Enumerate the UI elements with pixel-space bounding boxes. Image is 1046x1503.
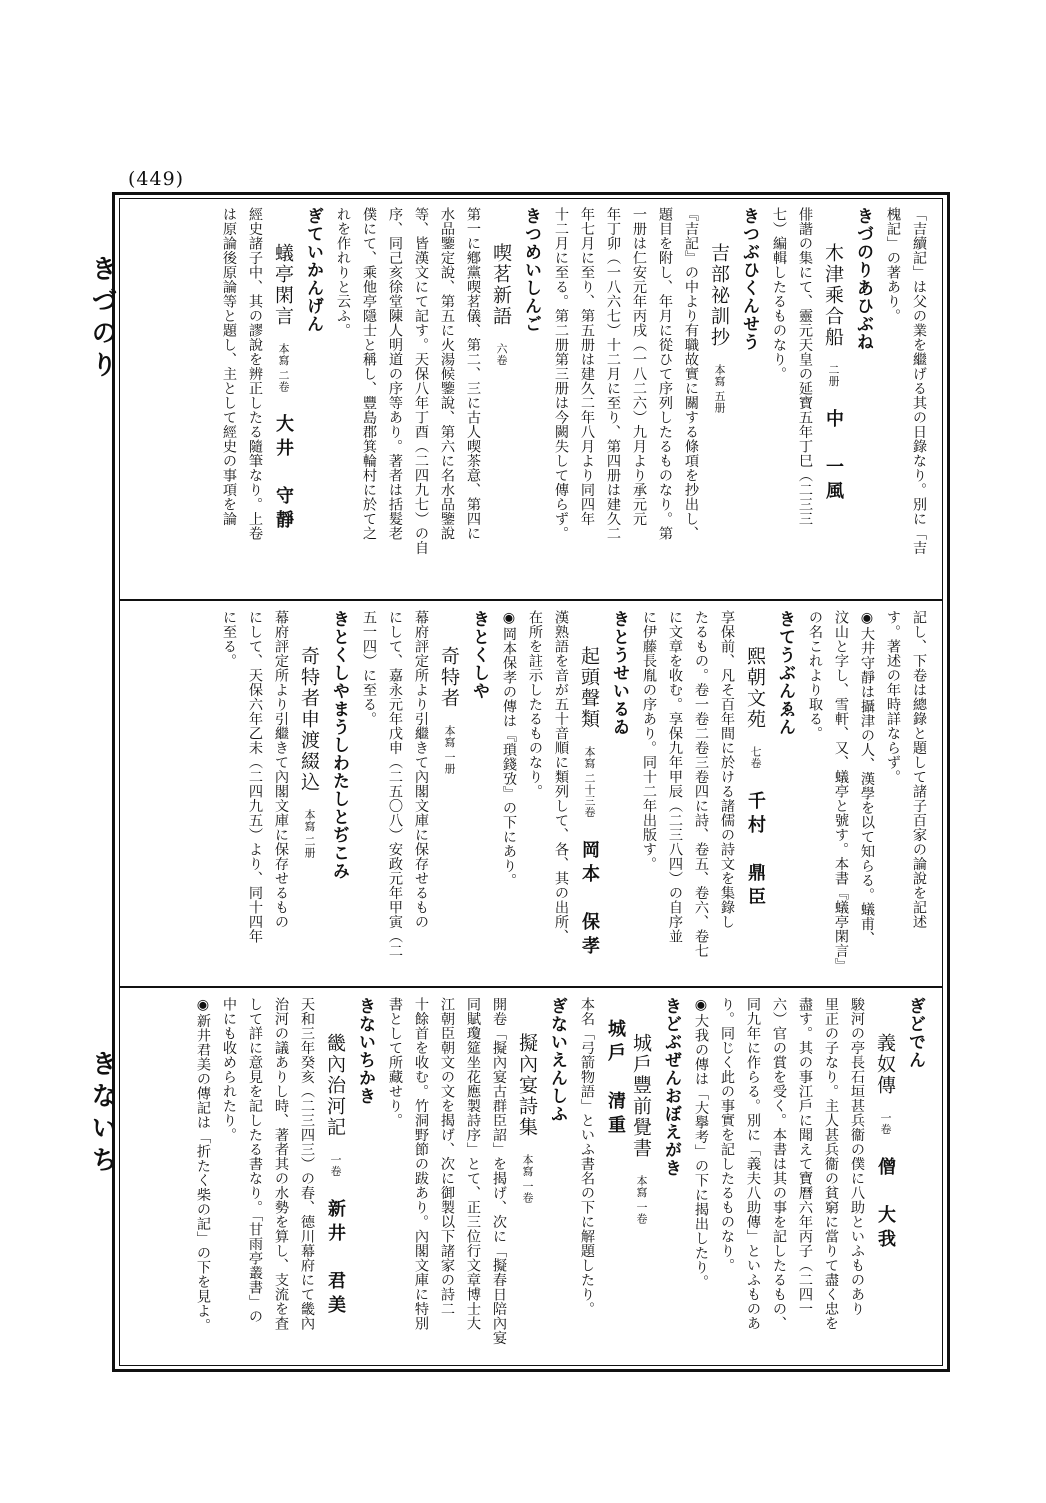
entry-body-line: 開卷「擬內宴古群臣詔」を揭げ、次に「擬春日陪內宴 bbox=[491, 997, 507, 1345]
entry-author: 千村 鼎臣 bbox=[745, 790, 766, 911]
entry-body-line: 題目を附し、年月に從ひて序列したるものなり。第 bbox=[657, 207, 673, 541]
entry-body-line: 中にも收められたり。 bbox=[221, 997, 237, 1142]
entry-title: 木津乘合船 bbox=[822, 243, 844, 348]
entry-reading-heading: きとくしやまうしわたしとぢこみ bbox=[329, 610, 349, 880]
entry-reading-heading: きづのりあひぶね bbox=[853, 207, 873, 351]
entry-body-line: 『吉記』の中より有職故實に關する條項を抄出し、 bbox=[683, 207, 699, 541]
entry-body-line: 序、同己亥徐堂陳人明道の序等あり。著者は括髮老 bbox=[387, 207, 403, 541]
entry-body-line: 漢熟語を音が五十音順に類列して、各、其の出所、 bbox=[553, 610, 569, 944]
entry-body-line: 俳諧の集にて、靈元天皇の延寶五年丁巳（二三三 bbox=[797, 207, 813, 526]
entry-volume: 本寫 一卷 bbox=[635, 1175, 648, 1224]
entry-body-line: ◉新井君美の傳記は「折たく柴の記」の下を見よ。 bbox=[195, 997, 211, 1333]
running-head-bottom: きないち bbox=[87, 1050, 117, 1178]
entry-title-line bbox=[488, 207, 514, 585]
entry-volume: 一卷 bbox=[329, 1154, 342, 1177]
entry-body-line: 經史諸子中、其の謬說を辨正したる隨筆なり。上卷 bbox=[247, 207, 263, 541]
entry-reading-heading: きつぶひくんせう bbox=[739, 207, 759, 351]
entry-body-line: 記し、下卷は總錄と題して諸子百家の論說を記述 bbox=[911, 610, 927, 929]
entry-reading-heading: きとうせいるゐ bbox=[609, 610, 629, 736]
entry-reading-heading: ぎていかんげん bbox=[303, 207, 323, 333]
entry-body-line: ◉岡本保孝の傳は『瑣錢攷』の下にあり。 bbox=[501, 610, 517, 888]
entry-reading-heading: ぎないえんしふ bbox=[547, 997, 567, 1123]
entry-author: 中 一風 bbox=[823, 408, 844, 505]
entry-volume: 一卷 bbox=[879, 1112, 892, 1135]
entry-title-line bbox=[270, 207, 296, 585]
entry-body-line: 治河の議ありし時、著者其の水勢を算し、支流を査 bbox=[273, 997, 289, 1331]
tier-upper bbox=[124, 203, 940, 595]
entry-body-line: 「吉續記」は父の業を繼げる其の日錄なり。別に「吉 bbox=[911, 207, 927, 555]
entry-body-line: 槐記」の著あり。 bbox=[885, 207, 901, 323]
entry-body-line: 同賦瓊筵坐花應製詩序」とて、正三位行文章博士大 bbox=[465, 997, 481, 1331]
entry-author: 大井 守靜 bbox=[273, 414, 294, 534]
tier-divider-2 bbox=[119, 986, 943, 988]
entry-title: 熙朝文苑 bbox=[744, 646, 766, 730]
entry-body-line: 汶山と字し、雪軒、又、蟻亭と號す。本書『蟻亭閑言』 bbox=[833, 610, 849, 973]
entry-body-line: して詳に意見を記したる書なり。「甘雨亭叢書」の bbox=[247, 997, 263, 1324]
tier-middle bbox=[124, 606, 940, 982]
entry-volume: 本寫 二卷 bbox=[277, 343, 290, 392]
entry-body-line: 第一に鄕黨喫茗儀、第二、三に古人喫茶意、第四に bbox=[465, 207, 481, 541]
tier-text bbox=[190, 997, 932, 1357]
entry-body-line: は原論後原論等と題し、主として經史の事項を論 bbox=[221, 207, 237, 526]
entry-volume: 本寫 一册 bbox=[443, 725, 456, 774]
entry-body-line: 水品鑒定說、第五に火湯候鑒說、第六に名水品鑒說 bbox=[439, 207, 455, 541]
entry-body-line: の名これより取る。 bbox=[807, 610, 823, 741]
entry-reading-heading: きとくしや bbox=[469, 610, 489, 700]
entry-body-line: に伊藤長胤の序あり。同十二年出版す。 bbox=[641, 610, 657, 871]
entry-body-line: 一册は仁安元年丙戌（一八二六）九月より承元元 bbox=[631, 207, 647, 526]
entry-author: 僧 大我 bbox=[875, 1156, 896, 1253]
entry-reading-heading: ぎどでん bbox=[905, 997, 925, 1069]
entry-reading-heading: きつめいしんご bbox=[521, 207, 541, 333]
entry-body-line: 七）編輯したるものなり。 bbox=[771, 207, 787, 381]
entry-body-line: 天和三年癸亥（二三四三）の春、德川幕府にて畿內 bbox=[299, 997, 315, 1331]
entry-title: 城戶豐前覺書 bbox=[630, 1033, 652, 1159]
entry-title: 蟻亭閑言 bbox=[272, 243, 294, 327]
entry-body-line: 十餘首を收む。竹洞野節の跋あり。內閣文庫に特別 bbox=[413, 997, 429, 1331]
entry-body-line: 駿河の亭長石垣甚兵衞の僕に八助といふものあり bbox=[849, 997, 865, 1316]
entry-volume: 七卷 bbox=[749, 746, 762, 769]
entry-body-line: にして、嘉永元年戊申（二五〇八）安政元年甲寅（二 bbox=[387, 610, 403, 958]
entry-title-line bbox=[514, 997, 540, 1357]
entry-body-line: す。著述の年時詳ならず。 bbox=[885, 610, 901, 784]
entry-title: 吉部祕訓抄 bbox=[708, 243, 730, 348]
entry-title: 擬內宴詩集 bbox=[516, 1033, 538, 1138]
entry-reading-heading: きどぶぜんおぼえがき bbox=[661, 997, 681, 1177]
entry-body-line: 幕府評定所より引繼きて內閣文庫に保存せるもの bbox=[273, 610, 289, 929]
entry-body-line: れを作れりと云ふ。 bbox=[335, 207, 351, 338]
entry-body-line: ◉大井守靜は攝津の人、漢學を以て知らる。蟻甫、 bbox=[859, 610, 875, 946]
entry-body-line: 享保前、凡そ百年間に於ける諸儒の詩文を集錄し bbox=[719, 610, 735, 929]
entry-title-line bbox=[706, 207, 732, 585]
tier-text bbox=[216, 207, 932, 585]
page-number: (449) bbox=[128, 168, 185, 190]
entry-body-line: 本名「弓箭物語」といふ書名の下に解題したり。 bbox=[579, 997, 595, 1316]
entry-volume: 六卷 bbox=[495, 343, 508, 366]
entry-title-line bbox=[602, 997, 654, 1357]
entry-reading-heading: きてうぶんゑん bbox=[775, 610, 795, 736]
entry-body-line: に至る。 bbox=[221, 610, 237, 668]
entry-body-line: 在所を註示したるものなり。 bbox=[527, 610, 543, 799]
entry-body-line: たるもの。卷一卷二卷三卷四に詩、卷五、卷六、卷七 bbox=[693, 610, 709, 958]
entry-body-line: 幕府評定所より引繼きて內閣文庫に保存せるもの bbox=[413, 610, 429, 929]
entry-volume: 本寫 二十三卷 bbox=[583, 746, 596, 818]
entry-body-line: 江朝臣朝文の文を揭げ、次に御製以下諸家の詩二 bbox=[439, 997, 455, 1316]
entry-title-line bbox=[820, 207, 846, 585]
entry-body-line: り。同じく此の事實を記したるものなり。 bbox=[719, 997, 735, 1273]
entry-reading-heading: きないちかき bbox=[355, 997, 375, 1105]
entry-body-line: 等、皆漢文にて記す。天保八年丁酉（二四九七）の自 bbox=[413, 207, 429, 555]
entry-body-line: 里正の子なり。主人甚兵衞の貧窮に當りて盡く忠を bbox=[823, 997, 839, 1331]
tier-lower bbox=[124, 993, 940, 1363]
entry-author: 城戶 清重 bbox=[605, 1019, 626, 1139]
entry-author: 岡本 保孝 bbox=[579, 839, 600, 960]
entry-volume: 本寫 五册 bbox=[713, 364, 726, 413]
entry-title: 義奴傳 bbox=[874, 1033, 896, 1096]
entry-title-line bbox=[872, 997, 898, 1357]
entry-body-line: 書として所藏せり。 bbox=[387, 997, 403, 1128]
entry-title: 奇特者申渡綴込 bbox=[298, 646, 320, 793]
entry-title: 奇特者 bbox=[438, 646, 460, 709]
entry-title: 畿內治河記 bbox=[324, 1033, 346, 1138]
tier-text bbox=[216, 610, 932, 973]
entry-body-line: 五一四）に至る。 bbox=[361, 610, 377, 726]
entry-body-line: にして、天保六年乙未（二四九五）より、同十四年 bbox=[247, 610, 263, 944]
entry-body-line: に文章を收む。享保九年甲辰（二三八四）の自序並 bbox=[667, 610, 683, 944]
entry-body-line: 六）官の賞を受く。本書は其の事を記したるもの、 bbox=[771, 997, 787, 1331]
entry-body-line: 同九年に作らる。別に「義夫八助傳」といふものあ bbox=[745, 997, 761, 1331]
tier-divider-1 bbox=[119, 599, 943, 601]
entry-title-line bbox=[436, 610, 462, 970]
entry-body-line: 年丁卯（一八六七）十二月に至り、第四册は建久二 bbox=[605, 207, 621, 541]
entry-volume: 二册 bbox=[827, 364, 840, 387]
entry-body-line: 盡す。其の事江戶に聞えて寶曆六年丙子（二四一 bbox=[797, 997, 813, 1316]
entry-title-line bbox=[322, 997, 348, 1357]
entry-body-line: 年七月に至り、第五册は建久二年八月より同四年 bbox=[579, 207, 595, 526]
entry-volume: 本寫 二册 bbox=[303, 809, 316, 858]
entry-title-line bbox=[742, 610, 768, 970]
entry-body-line: 十二月に至る。第二册第三册は今闕失して傳らず。 bbox=[553, 207, 569, 541]
entry-volume: 本寫 一卷 bbox=[521, 1154, 534, 1203]
entry-title-line bbox=[576, 610, 602, 970]
entry-body-line: 僕にて、乘他亭隱士と稱し、豐島郡箕輪村に於て之 bbox=[361, 207, 377, 541]
entry-body-line: ◉大我の傳は「大擧考」の下に揭出したり。 bbox=[693, 997, 709, 1289]
entry-title: 起頭聲類 bbox=[578, 646, 600, 730]
entry-title: 喫茗新語 bbox=[490, 243, 512, 327]
entry-author: 新井 君美 bbox=[325, 1198, 346, 1319]
entry-title-line bbox=[296, 610, 322, 970]
running-head-top: きづのり bbox=[87, 255, 117, 383]
